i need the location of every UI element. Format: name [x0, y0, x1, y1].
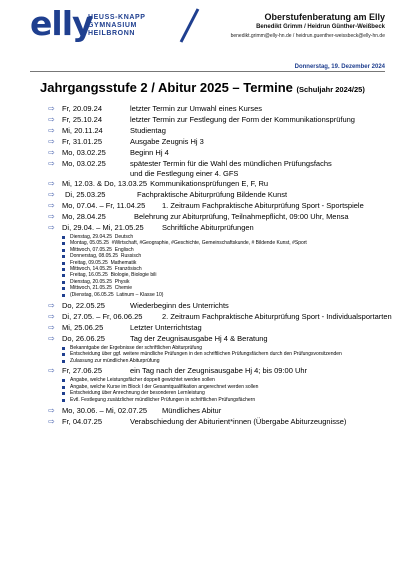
item-date: Do, 22.05.25 — [62, 301, 105, 311]
item-date: Mo, 28.04.25 — [62, 212, 106, 221]
item-date: Fr, 04.07.25 — [62, 416, 103, 426]
exam-schedule — [48, 234, 388, 298]
list-item — [48, 334, 388, 345]
item-date: Fr, 27.06.25 — [62, 366, 103, 376]
list-item — [48, 406, 388, 417]
item-text-line: und die Festlegung einer 4. GFS — [130, 169, 239, 178]
submission-notes — [48, 377, 388, 403]
schedule-list — [48, 104, 392, 428]
page-title — [40, 80, 365, 95]
arrow-icon: ⇨ — [48, 190, 55, 199]
note-entry: Angabe, welche Kurse im Block I der Gesamtqualifikation angerechnet werden sollen — [62, 384, 388, 390]
item-text: Belehrung zur Abiturprüfung, Teilnahmepflicht, 09:00 Uhr, Mensa — [134, 212, 349, 221]
advisor-names: Benedikt Grimm / Heidrun Günther-Weißbeck — [256, 24, 385, 30]
item-date: Mo, 30.06. – Mi, 02.07.25 — [62, 405, 148, 415]
item-text: 1. Zeitraum Fachpraktische Abiturprüfung Sport - Sportspiele — [162, 201, 364, 210]
arrow-icon: ⇨ — [48, 126, 55, 135]
list-item — [48, 104, 388, 115]
org-info — [231, 12, 385, 40]
list-item — [48, 126, 388, 137]
note-entry: Entscheidung über ggf. weitere mündliche Prüfungen in den schriftlichen Prüfungsfächern durch den Prüfungsvorsitzenden — [62, 351, 388, 357]
item-text — [130, 159, 332, 179]
list-item — [48, 366, 388, 377]
arrow-icon: ⇨ — [48, 159, 55, 168]
arrow-icon: ⇨ — [48, 366, 55, 376]
item-text: letzter Termin zur Festlegung der Form der Kommunikationsprüfung — [130, 115, 355, 124]
item-date: Do, 26.06.25 — [62, 334, 105, 344]
exam-entry: Dienstag, 29.04.25 Deutsch — [62, 234, 388, 240]
item-date: Fr, 25.10.24 — [62, 115, 103, 124]
list-item — [48, 190, 388, 201]
exam-entry: Freitag, 09.05.25 Mathematik — [62, 260, 388, 266]
title-text: Jahrgangsstufe 2 / Abitur 2025 – Termine — [40, 80, 293, 95]
arrow-icon: ⇨ — [48, 148, 55, 157]
list-item — [48, 137, 388, 148]
item-date: Mo, 07.04. – Fr, 11.04.25 — [62, 201, 146, 210]
exam-entry: Mittwoch, 07.05.25 Englisch — [62, 247, 388, 253]
item-text: ein Tag nach der Zeugnisausgabe Hj 4; bis 09:00 Uhr — [130, 366, 308, 376]
item-text: Ausgabe Zeugnis Hj 3 — [130, 137, 204, 146]
note-entry: Angabe, welche Leistungsfächer doppelt gewichtet werden sollen — [62, 377, 388, 383]
list-item — [48, 201, 388, 212]
exam-entry: Mittwoch, 14.05.25 Französisch — [62, 266, 388, 272]
org-title: Oberstufenberatung am Elly — [264, 12, 385, 22]
arrow-icon: ⇨ — [48, 179, 55, 188]
item-date: Di, 27.05. – Fr, 06.06.25 — [62, 312, 143, 322]
item-date: Fr, 20.09.24 — [62, 104, 103, 113]
item-text: Wiederbeginn des Unterrichts — [130, 301, 229, 311]
logo-subtitle — [88, 14, 146, 38]
arrow-icon: ⇨ — [48, 301, 55, 311]
item-text: Verabschiedung der Abiturient*innen (Übergabe Abiturzeugnisse) — [130, 416, 347, 426]
arrow-icon: ⇨ — [48, 312, 55, 322]
logo-line: HEILBRONN — [88, 30, 136, 37]
advisor-emails[interactable]: benedikt.grimm@elly-hn.de / heidrun.guenther-weissbeck@elly-hn.de — [230, 33, 385, 39]
item-text: Studientag — [130, 126, 166, 135]
logo-line: GYMNASIUM — [88, 22, 137, 29]
item-date: Di, 29.04. – Mi, 21.05.25 — [62, 223, 144, 232]
arrow-icon: ⇨ — [48, 405, 55, 415]
item-date: Mi, 25.06.25 — [62, 323, 104, 333]
list-item — [48, 179, 388, 190]
exam-entry: Dienstag, 20.05.25 Physik — [62, 279, 388, 285]
item-text: letzter Termin zur Umwahl eines Kurses — [130, 104, 262, 113]
item-text: Tag der Zeugnisausgabe Hj 4 & Beratung — [130, 334, 268, 344]
item-text: Beginn Hj 4 — [130, 148, 169, 157]
arrow-icon: ⇨ — [48, 137, 55, 146]
note-entry: Evtl. Festlegung zusätzlicher mündlicher Prüfungen in schriftlichen Prüfungsfächern — [62, 397, 388, 403]
list-item — [48, 301, 388, 312]
list-item — [48, 115, 388, 126]
arrow-icon: ⇨ — [48, 416, 55, 426]
list-item — [48, 312, 392, 323]
arrow-icon: ⇨ — [48, 323, 55, 333]
item-text: Letzter Unterrichtstag — [130, 323, 202, 333]
arrow-icon: ⇨ — [48, 104, 55, 113]
logo: elly — [30, 4, 93, 43]
divider — [30, 71, 385, 72]
item-date: Mo, 03.02.25 — [62, 159, 106, 168]
list-item — [48, 212, 388, 223]
exam-entry: Mittwoch, 21.05.25 Chemie — [62, 285, 388, 291]
note-entry: Zulassung zur mündlichen Abiturprüfung — [62, 358, 388, 364]
item-date: Di, 25.03.25 — [65, 190, 106, 199]
exam-entry: Freitag, 16.05.25 Biologie, Biologie bili — [62, 272, 388, 278]
item-text: Mündliches Abitur — [162, 405, 222, 415]
list-item — [48, 148, 388, 159]
exam-entry: Donnerstag, 08.05.25 Russisch — [62, 253, 388, 259]
note-entry: Entscheidung über Anrechnung der besonderen Lernleistung — [62, 390, 388, 396]
item-date: Fr, 31.01.25 — [62, 137, 103, 146]
page-header — [0, 0, 400, 60]
item-text: 2. Zeitraum Fachpraktische Abiturprüfung Sport - Individualsportarten — [162, 312, 392, 322]
item-date: Mi, 12.03. & Do, 13.03.25 — [62, 179, 148, 188]
list-item — [48, 159, 388, 179]
item-text: Schriftliche Abiturprüfungen — [162, 223, 254, 232]
list-item — [48, 417, 388, 428]
arrow-icon: ⇨ — [48, 212, 55, 221]
arrow-icon: ⇨ — [48, 115, 55, 124]
result-notes — [48, 345, 388, 364]
item-text-line: spätester Termin für die Wahl des mündlichen Prüfungsfachs — [130, 159, 332, 168]
arrow-icon: ⇨ — [48, 223, 55, 232]
title-school-year: (Schuljahr 2024/25) — [296, 85, 365, 94]
note-entry: Bekanntgabe der Ergebnisse der schriftlichen Abiturprüfung — [62, 345, 388, 351]
list-item — [48, 323, 388, 334]
exam-entry: (Dienstag, 06.05.25 Latinum – Klasse 10) — [62, 292, 388, 298]
item-date: Mi, 20.11.24 — [62, 126, 103, 135]
item-text: Kommunikationsprüfungen E, F, Ru — [150, 179, 269, 188]
item-date: Mo, 03.02.25 — [62, 148, 106, 157]
arrow-icon: ⇨ — [48, 201, 55, 210]
item-text: Fachpraktische Abiturprüfung Bildende Kunst — [137, 190, 288, 199]
document-date: Donnerstag, 19. Dezember 2024 — [294, 64, 385, 70]
logo-slash-icon — [178, 8, 200, 44]
list-item — [48, 223, 388, 234]
logo-line: HEUSS-KNAPP — [88, 14, 146, 21]
exam-entry: Montag, 05.05.25 #Wirtschaft, #Geographie, #Geschichte, Gemeinschaftskunde, # Bildende Kunst, #Sport — [62, 240, 388, 246]
arrow-icon: ⇨ — [48, 334, 55, 344]
